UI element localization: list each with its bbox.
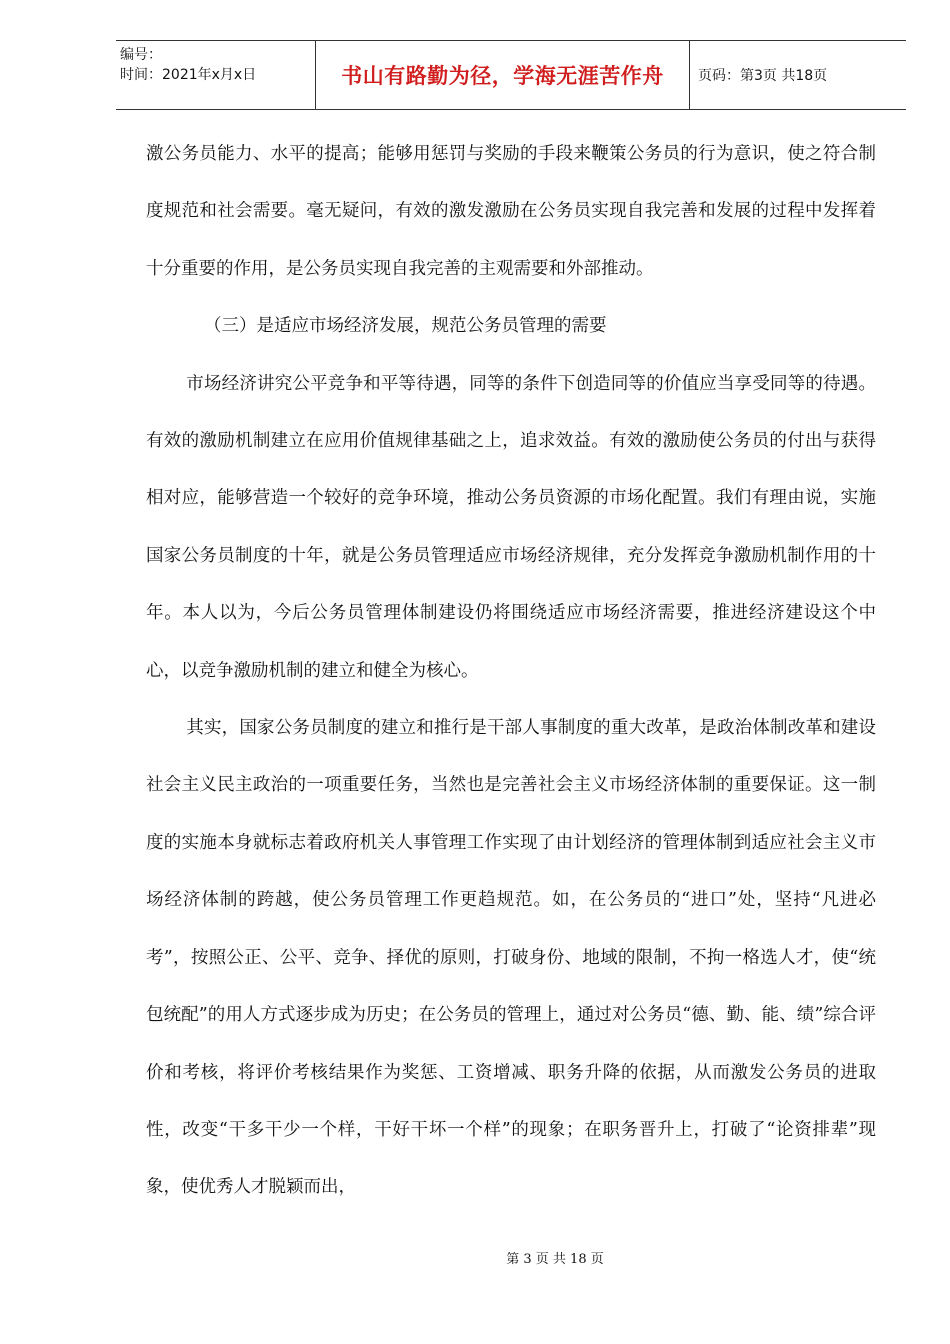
header-meta: [116, 41, 316, 109]
section-subheading: （三）是适应市场经济发展，规范公务员管理的需要: [204, 316, 607, 337]
paragraph-1: 激公务员能力、水平的提高；能够用惩罚与奖励的手段来鞭策公务员的行为意识，使之符合制度规范和社会需要。毫无疑问，有效的激发激励在公务员实现自我完善和发展的过程中发挥着十分重要的作用，是公务员实现自我完善的主观需要和外部推动。: [146, 144, 876, 279]
document-header: [116, 40, 906, 110]
header-motto: 书山有路勤为径，学海无涯苦作舟: [316, 41, 690, 109]
number-label: 编号：: [120, 47, 162, 63]
paragraph-3: 其实，国家公务员制度的建立和推行是干部人事制度的重大改革，是政治体制改革和建设社会主义民主政治的一项重要任务，当然也是完善社会主义市场经济体制的重要保证。这一制度的实施本身就标志着政府机关人事管理工作实现了由计划经济的管理体制到适应社会主义市场经济体制的跨越，使公务员管理工作更趋规范。如，在公务员的“进口”处，坚持“凡进必考”，按照公正、公平、竞争、择优的原则，打破身份、地域的限制，不拘一格选人才，使“统包统配”的用人方式逐步成为历史；在公务员的管理上，通过对公务员“德、勤、能、绩”综合评价和考核，将评价考核结果作为奖惩、工资增减、职务升降的依据，从而激发公务员的进取性，改变“干多干少一个样，干好干坏一个样”的现象；在职务晋升上，打破了“论资排辈”现象，使优秀人才脱颖而出，: [146, 718, 876, 1198]
paragraph-2: 市场经济讲究公平竞争和平等待遇，同等的条件下创造同等的价值应当享受同等的待遇。有效的激励机制建立在应用价值规律基础之上，追求效益。有效的激励使公务员的付出与获得相对应，能够营造一个较好的竞争环境，推动公务员资源的市场化配置。我们有理由说，实施国家公务员制度的十年，就是公务员管理适应市场经济规律，充分发挥竞争激励机制作用的十年。本人以为，今后公务员管理体制建设仍将围绕适应市场经济需要，推进经济建设这个中心，以竞争激励机制的建立和健全为核心。: [146, 373, 876, 681]
document-body: [146, 126, 876, 1217]
time-label: 时间：2021年x月x日: [120, 67, 257, 83]
page-footer: 第 3 页 共 18 页: [506, 1252, 604, 1267]
header-page-label: 页码：第3页 共18页: [698, 68, 828, 84]
